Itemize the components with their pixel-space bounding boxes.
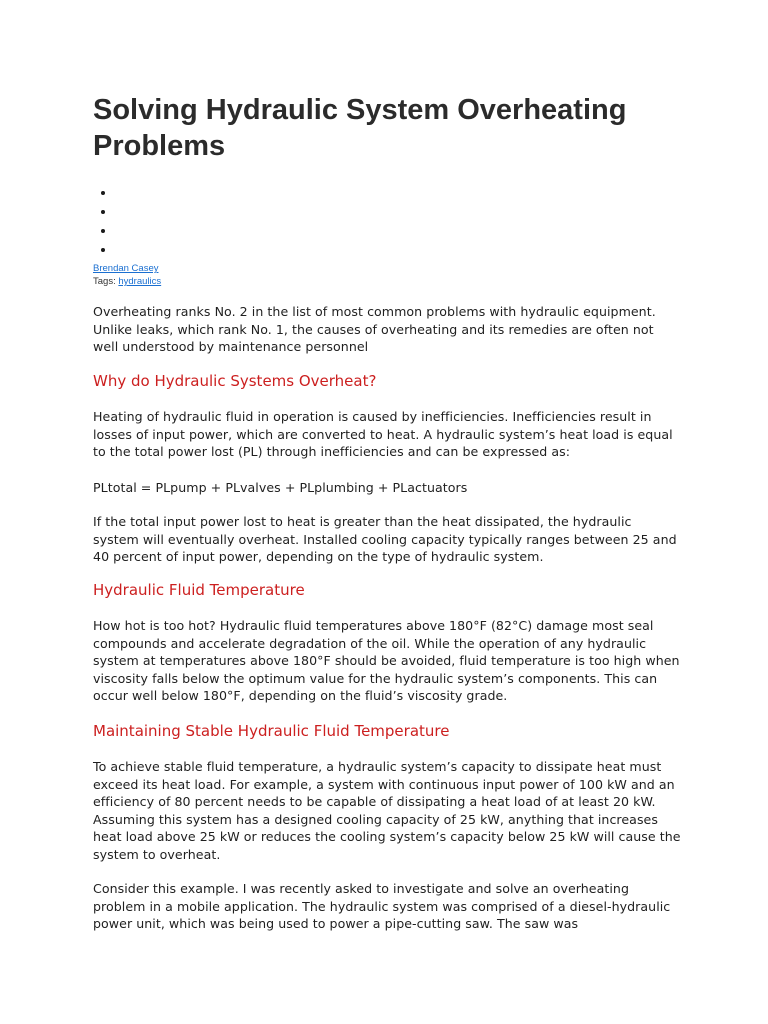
intro-paragraph: Overheating ranks No. 2 in the list of most common problems with hydraulic equipment. Unlike leaks, which rank No. 1, the causes of overheating and its remedies are often not well understood by maintenance personnel [93, 304, 656, 355]
section-heading-block [93, 721, 681, 741]
intro-paragraph-block [93, 303, 681, 356]
paragraph-block [93, 880, 681, 933]
paragraph: How hot is too hot? Hydraulic fluid temperatures above 180°F (82°C) damage most seal compounds and accelerate degradation of the oil. While the operation of any hydraulic system at temperatures above 180°F should be avoided, fluid temperature is too high when viscosity falls below the optimum value for the hydraulic system’s components. This can occur well below 180°F, depending on the fluid’s viscosity grade. [93, 618, 680, 704]
section-heading-block [93, 580, 681, 600]
formula-paragraph: PLtotal = PLpump + PLvalves + PLplumbing + PLactuators [93, 480, 468, 495]
share-list [93, 183, 115, 259]
tags-label: Tags: [93, 276, 116, 287]
tag-link[interactable]: hydraulics [118, 276, 162, 287]
paragraph-block [93, 408, 681, 461]
formula-block [93, 479, 681, 497]
section-heading: Maintaining Stable Hydraulic Fluid Temperature [93, 722, 450, 740]
article-title: Solving Hydraulic System Overheating Problems [93, 94, 627, 162]
paragraph-block [93, 758, 681, 864]
author-link[interactable]: Brendan Casey [93, 263, 159, 274]
byline [93, 262, 161, 288]
paragraph: If the total input power lost to heat is greater than the heat dissipated, the hydraulic system will eventually overheat. Installed cooling capacity typically ranges between 25 and 40 percent of input power, depending on the type of hydraulic system. [93, 514, 677, 565]
paragraph-block [93, 617, 681, 705]
paragraph-block [93, 513, 681, 566]
section-heading-block [93, 371, 681, 391]
paragraph: Heating of hydraulic fluid in operation is caused by inefficiencies. Inefficiencies result in losses of input power, which are converted to heat. A hydraulic system’s heat load is equal to the total power lost (PL) through inefficiencies and can be expressed as: [93, 409, 673, 460]
section-heading: Why do Hydraulic Systems Overheat? [93, 372, 377, 390]
section-heading: Hydraulic Fluid Temperature [93, 581, 305, 599]
paragraph: To achieve stable fluid temperature, a hydraulic system’s capacity to dissipate heat must exceed its heat load. For example, a system with continuous input power of 100 kW and an efficiency of 80 percent needs to be capable of dissipating a heat load of at least 20 kW. Assuming this system has a designed cooling capacity of 25 kW, anything that increases heat load above 25 kW or reduces the cooling system’s capacity below 25 kW will cause the system to overheat. [93, 759, 681, 862]
paragraph: Consider this example. I was recently asked to investigate and solve an overheating problem in a mobile application. The hydraulic system was comprised of a diesel-hydraulic power unit, which was being used to power a pipe-cutting saw. The saw was [93, 881, 671, 932]
